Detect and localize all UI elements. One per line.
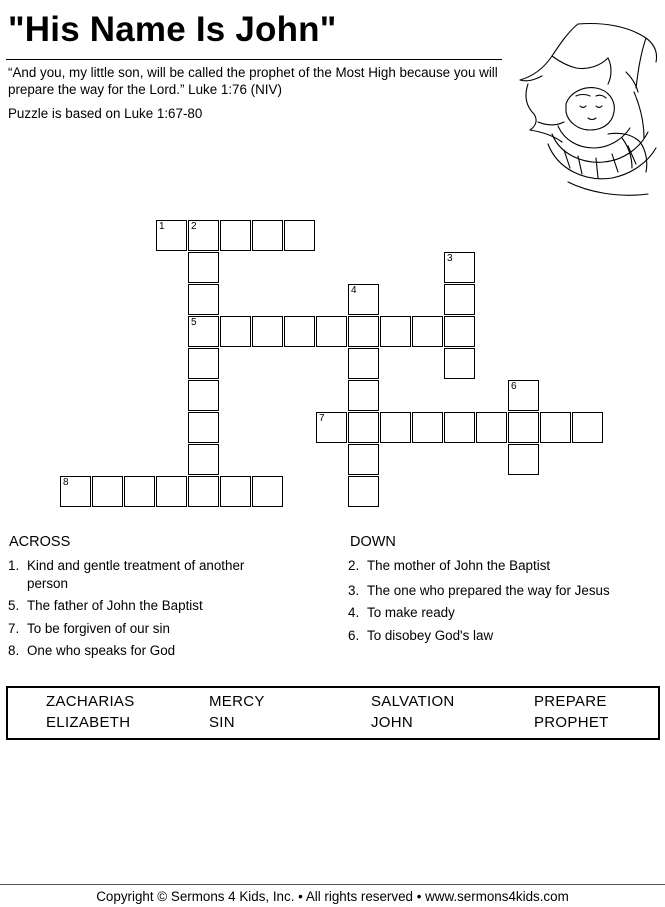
grid-cell[interactable]	[60, 476, 91, 507]
grid-cell[interactable]	[188, 348, 219, 379]
title-divider	[6, 59, 502, 60]
clue-number: 1	[159, 221, 165, 232]
footer-divider	[0, 884, 665, 885]
copyright-footer: Copyright © Sermons 4 Kids, Inc. • All rights reserved • www.sermons4kids.com	[96, 889, 569, 904]
grid-cell[interactable]	[220, 220, 251, 251]
grid-cell[interactable]	[252, 316, 283, 347]
down-clue	[348, 604, 658, 622]
clue-text: The father of John the Baptist	[27, 598, 203, 613]
grid-cell[interactable]	[188, 220, 219, 251]
clue-text: The one who prepared the way for Jesus	[367, 583, 610, 598]
page-title: "His Name Is John"	[8, 10, 337, 49]
grid-cell[interactable]	[348, 348, 379, 379]
grid-cell[interactable]	[188, 252, 219, 283]
across-clue	[8, 620, 308, 638]
grid-cell[interactable]	[188, 284, 219, 315]
across-heading: ACROSS	[9, 534, 71, 550]
grid-cell[interactable]	[412, 412, 443, 443]
grid-cell[interactable]	[188, 380, 219, 411]
mother-holding-baby-illustration	[508, 22, 660, 202]
grid-cell[interactable]	[476, 412, 507, 443]
grid-cell[interactable]	[124, 476, 155, 507]
clue-text: The mother of John the Baptist	[367, 558, 551, 573]
down-clue	[348, 582, 658, 600]
grid-cell[interactable]	[92, 476, 123, 507]
clue-number: 2	[191, 221, 197, 232]
grid-cell[interactable]	[156, 220, 187, 251]
grid-cell[interactable]	[156, 476, 187, 507]
grid-cell[interactable]	[220, 316, 251, 347]
clue-number: 3	[447, 253, 453, 264]
grid-cell[interactable]	[252, 220, 283, 251]
grid-cell[interactable]	[316, 412, 347, 443]
grid-cell[interactable]	[188, 412, 219, 443]
grid-cell[interactable]	[348, 476, 379, 507]
grid-cell[interactable]	[444, 284, 475, 315]
grid-cell[interactable]	[348, 380, 379, 411]
clue-number: 5	[191, 317, 197, 328]
grid-cell[interactable]	[444, 252, 475, 283]
grid-cell[interactable]	[508, 380, 539, 411]
grid-cell[interactable]	[284, 316, 315, 347]
grid-cell[interactable]	[220, 476, 251, 507]
grid-cell[interactable]	[188, 444, 219, 475]
across-clue	[8, 597, 308, 615]
grid-cell[interactable]	[188, 476, 219, 507]
grid-cell[interactable]	[284, 220, 315, 251]
clue-number: 4	[351, 285, 357, 296]
clue-text: Kind and gentle treatment of another person	[27, 558, 245, 591]
grid-cell[interactable]	[444, 348, 475, 379]
clue-number-label: 8.	[8, 643, 20, 658]
puzzle-source: Puzzle is based on Luke 1:67-80	[8, 106, 203, 121]
word-bank-item: SALVATION	[371, 693, 455, 710]
word-bank-item: ELIZABETH	[46, 714, 131, 731]
grid-cell[interactable]	[188, 316, 219, 347]
grid-cell[interactable]	[348, 444, 379, 475]
clue-number-label: 5.	[8, 598, 20, 613]
down-heading: DOWN	[350, 534, 396, 550]
across-clue	[8, 557, 288, 593]
clue-number-label: 7.	[8, 621, 20, 636]
clue-text: To disobey God's law	[367, 628, 494, 643]
grid-cell[interactable]	[348, 316, 379, 347]
clue-number-label: 1.	[8, 558, 20, 573]
grid-cell[interactable]	[380, 316, 411, 347]
down-clue	[348, 627, 658, 645]
grid-cell[interactable]	[252, 476, 283, 507]
clue-number: 6	[511, 381, 517, 392]
grid-cell[interactable]	[380, 412, 411, 443]
grid-cell[interactable]	[508, 412, 539, 443]
word-bank-item: PROPHET	[534, 714, 609, 731]
clue-text: To be forgiven of our sin	[27, 621, 170, 636]
grid-cell[interactable]	[444, 316, 475, 347]
word-bank-item: PREPARE	[534, 693, 607, 710]
word-bank	[6, 686, 660, 740]
grid-cell[interactable]	[508, 444, 539, 475]
grid-cell[interactable]	[572, 412, 603, 443]
word-bank-item: MERCY	[209, 693, 265, 710]
clue-number-label: 4.	[348, 605, 360, 620]
grid-cell[interactable]	[444, 412, 475, 443]
clue-text: One who speaks for God	[27, 643, 176, 658]
across-clue	[8, 642, 308, 660]
word-bank-item: ZACHARIAS	[46, 693, 135, 710]
clue-number: 7	[319, 413, 325, 424]
word-bank-item: JOHN	[371, 714, 414, 731]
clue-number-label: 6.	[348, 628, 360, 643]
clue-text: To make ready	[367, 605, 455, 620]
grid-cell[interactable]	[540, 412, 571, 443]
down-clue	[348, 557, 658, 575]
grid-cell[interactable]	[412, 316, 443, 347]
word-bank-item: SIN	[209, 714, 235, 731]
clue-number-label: 2.	[348, 558, 360, 573]
grid-cell[interactable]	[316, 316, 347, 347]
clue-number-label: 3.	[348, 583, 360, 598]
clue-number: 8	[63, 477, 69, 488]
bible-verse: “And you, my little son, will be called the prophet of the Most High because you will prepare the way for the Lord.” Luke 1:76 (NIV)	[8, 65, 498, 97]
grid-cell[interactable]	[348, 412, 379, 443]
grid-cell[interactable]	[348, 284, 379, 315]
